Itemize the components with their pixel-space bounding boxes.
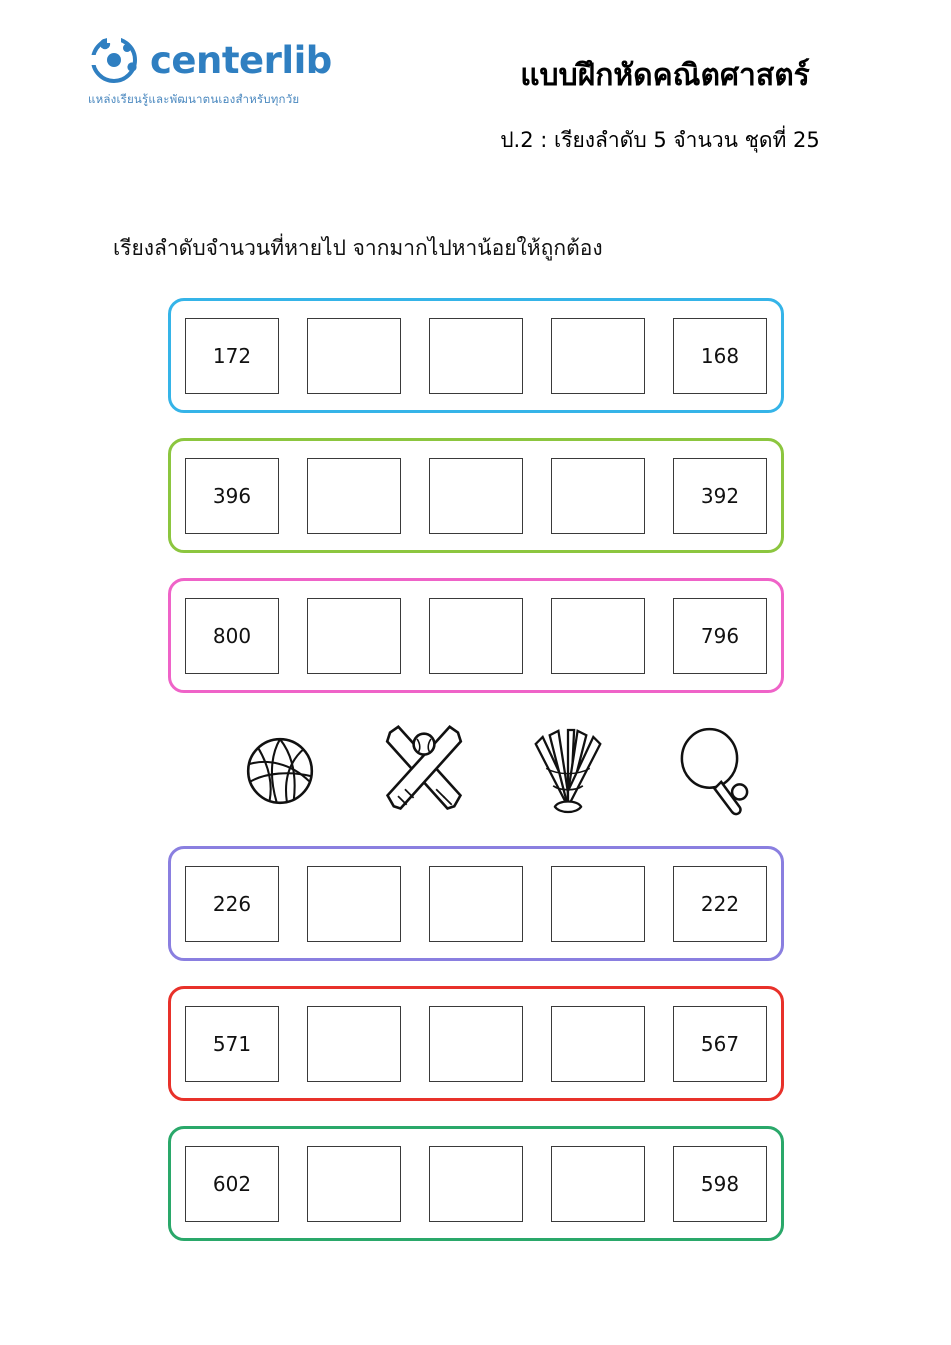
number-cell[interactable]: [551, 866, 645, 942]
page-title: แบบฝึกหัดคณิตศาสตร์: [520, 58, 810, 93]
number-cell[interactable]: [429, 598, 523, 674]
number-cell[interactable]: 222: [673, 866, 767, 942]
table-tennis-paddle-icon: [658, 721, 766, 821]
number-cell[interactable]: 598: [673, 1146, 767, 1222]
number-cell[interactable]: 796: [673, 598, 767, 674]
number-cell[interactable]: [551, 1006, 645, 1082]
number-cell[interactable]: 226: [185, 866, 279, 942]
number-cell[interactable]: [307, 1006, 401, 1082]
number-cell[interactable]: [429, 866, 523, 942]
sequence-rows-lower: [168, 846, 784, 1266]
number-cell[interactable]: [307, 598, 401, 674]
logo-wordmark: centerlib: [150, 38, 332, 82]
centerlib-logo: [88, 34, 348, 109]
number-cell[interactable]: [307, 866, 401, 942]
number-cell[interactable]: 396: [185, 458, 279, 534]
number-cell[interactable]: 567: [673, 1006, 767, 1082]
sequence-row: [168, 986, 784, 1101]
number-cell[interactable]: 571: [185, 1006, 279, 1082]
shuttlecock-icon: [514, 721, 622, 821]
volleyball-icon: [226, 721, 334, 821]
sports-icon-strip: [168, 716, 784, 826]
baseball-bats-icon: [370, 721, 478, 821]
sequence-row: [168, 298, 784, 413]
instruction-text: เรียงลำดับจำนวนที่หายไป จากมากไปหาน้อยให้ถูกต้อง: [113, 236, 603, 260]
number-cell[interactable]: [429, 318, 523, 394]
centerlib-mark-icon: [88, 34, 140, 86]
number-cell[interactable]: [307, 1146, 401, 1222]
number-cell[interactable]: 602: [185, 1146, 279, 1222]
number-cell[interactable]: [429, 1006, 523, 1082]
number-cell[interactable]: [551, 458, 645, 534]
number-cell[interactable]: [307, 318, 401, 394]
sequence-row: [168, 438, 784, 553]
sequence-row: [168, 1126, 784, 1241]
logo-tagline: แหล่งเรียนรู้และพัฒนาตนเองสำหรับทุกวัย: [88, 92, 300, 106]
sequence-rows-upper: [168, 298, 784, 718]
sequence-row: [168, 578, 784, 693]
number-cell[interactable]: [429, 458, 523, 534]
page-header: [0, 0, 951, 170]
number-cell[interactable]: [551, 598, 645, 674]
number-cell[interactable]: 392: [673, 458, 767, 534]
number-cell[interactable]: [429, 1146, 523, 1222]
sequence-row: [168, 846, 784, 961]
number-cell[interactable]: [551, 318, 645, 394]
number-cell[interactable]: [307, 458, 401, 534]
number-cell[interactable]: 168: [673, 318, 767, 394]
page-subtitle: ป.2 : เรียงลำดับ 5 จำนวน ชุดที่ 25: [500, 128, 820, 152]
number-cell[interactable]: [551, 1146, 645, 1222]
number-cell[interactable]: 800: [185, 598, 279, 674]
number-cell[interactable]: 172: [185, 318, 279, 394]
